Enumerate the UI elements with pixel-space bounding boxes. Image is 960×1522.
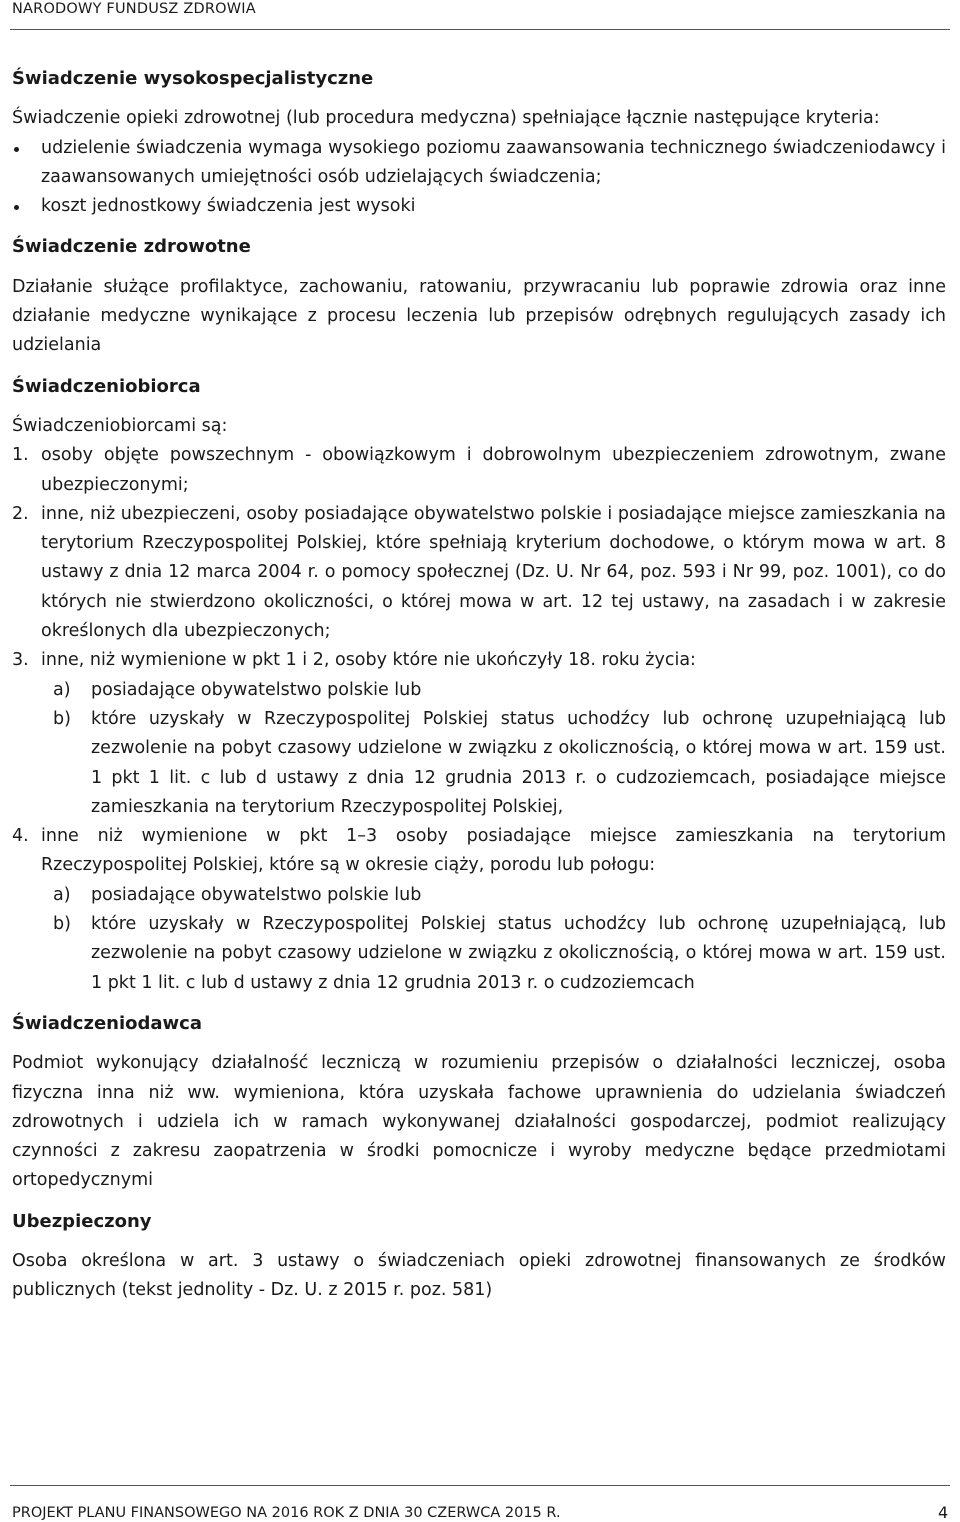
section-heading: Świadczenie wysokospecjalistyczne <box>12 68 374 89</box>
sub-item-text: które uzyskały w Rzeczypospolitej Polskiej status uchodźcy lub ochronę uzupełniającą, lub zezwolenie na pobyt czasowy udzielone w związku z okolicznością, o której mowa w art. 159 ust. 1 pkt 1 lit. c lub d ustawy z dnia 12 grudnia 2013 r. o cudzoziemcach <box>91 914 946 993</box>
numbered-item <box>12 500 946 646</box>
bullet-list <box>12 134 946 222</box>
numbered-item <box>12 646 946 675</box>
item-marker: 4. <box>12 826 29 847</box>
document-body <box>12 64 946 1306</box>
sub-item-marker: a) <box>53 884 71 905</box>
sub-item-text: posiadające obywatelstwo polskie lub <box>91 679 422 700</box>
paragraph: Działanie służące profilaktyce, zachowaniu, ratowaniu, przywracaniu lub poprawie zdrowia oraz inne działanie medyczne wynikające z procesu leczenia lub przepisów odrębnych regulujących zasady ich udzielania <box>12 276 946 356</box>
sub-item-marker: b) <box>53 914 71 935</box>
item-marker: 1. <box>12 445 29 466</box>
bullet-item: koszt jednostkowy świadczenia jest wysoki <box>12 192 946 221</box>
item-marker: 2. <box>12 503 29 524</box>
paragraph: Świadczeniobiorcami są: <box>12 415 228 436</box>
header-divider <box>10 29 950 30</box>
section-heading: Świadczenie zdrowotne <box>12 236 251 258</box>
sub-item <box>12 881 946 910</box>
paragraph: Podmiot wykonujący działalność leczniczą w rozumieniu przepisów o działalności leczniczej, osoba fizyczna inna niż ww. wymieniona, która uzyskała fachowe uprawnienia do udzielania świadczeń zdrowotnych i udziela ich w ramach wykonywanej działalności gospodarczej, podmiot realizujący czynności z zakresu zaopatrzenia w środki pomocnicze i wyroby medyczne będące przedmiotami ortopedycznymi <box>12 1053 946 1191</box>
sub-item-marker: a) <box>53 679 71 700</box>
running-header: NARODOWY FUNDUSZ ZDROWIA <box>12 1 256 17</box>
sub-item-text: które uzyskały w Rzeczypospolitej Polskiej status uchodźcy lub ochronę uzupełniającą lub zezwolenie na pobyt czasowy udzielone w związku z okolicznością, o której mowa w art. 159 ust. 1 pkt 1 lit. c lub d ustawy z dnia 12 grudnia 2013 r. o cudzoziemcach, posiadające miejsce zamieszkania na terytorium Rzeczypospolitej Polskiej, <box>91 708 946 817</box>
page-number: 4 <box>938 1503 949 1522</box>
sub-item-text: posiadające obywatelstwo polskie lub <box>91 884 422 905</box>
numbered-item <box>12 441 946 500</box>
bullet-item: udzielenie świadczenia wymaga wysokiego poziomu zaawansowania technicznego świadczeniodawcy i zaawansowanych umiejętności osób udzielających świadczenia; <box>12 134 946 193</box>
paragraph: Świadczenie opieki zdrowotnej (lub procedura medyczna) spełniające łącznie następujące kryteria: <box>12 108 880 129</box>
section-heading: Świadczeniobiorca <box>12 375 201 397</box>
item-text: osoby objęte powszechnym - obowiązkowym i dobrowolnym ubezpieczeniem zdrowotnym, zwane ubezpieczonymi; <box>41 445 946 495</box>
footer-divider <box>10 1485 950 1486</box>
item-text: inne niż wymienione w pkt 1–3 osoby posiadające miejsce zamieszkania na terytorium Rzeczypospolitej Polskiej, które są w okresie ciąży, porodu lub połogu: <box>41 826 946 876</box>
sub-item-marker: b) <box>53 708 71 729</box>
numbered-item <box>12 822 946 881</box>
sub-item <box>12 910 946 998</box>
item-marker: 3. <box>12 650 29 671</box>
paragraph: Osoba określona w art. 3 ustawy o świadczeniach opieki zdrowotnej finansowanych ze środków publicznych (tekst jednolity - Dz. U. z 2015 r. poz. 581) <box>12 1250 946 1301</box>
sub-item <box>12 676 946 705</box>
sub-item <box>12 705 946 822</box>
section-heading: Świadczeniodawca <box>12 1012 202 1034</box>
running-footer: PROJEKT PLANU FINANSOWEGO NA 2016 ROK Z DNIA 30 CZERWCA 2015 R. <box>12 1505 561 1521</box>
item-text: inne, niż wymienione w pkt 1 i 2, osoby które nie ukończyły 18. roku życia: <box>41 650 696 671</box>
item-text: inne, niż ubezpieczeni, osoby posiadające obywatelstwo polskie i posiadające miejsce zamieszkania na terytorium Rzeczypospolitej Polskiej, które spełniają kryterium dochodowe, o którym mowa w art. 8 ustawy z dnia 12 marca 2004 r. o pomocy społecznej (Dz. U. Nr 64, poz. 593 i Nr 99, poz. 1001), co do których nie stwierdzono okoliczności, o której mowa w art. 12 tej ustawy, na zasadach i w zakresie określonych dla ubezpieczonych; <box>41 503 946 642</box>
section-heading: Ubezpieczony <box>12 1210 152 1232</box>
